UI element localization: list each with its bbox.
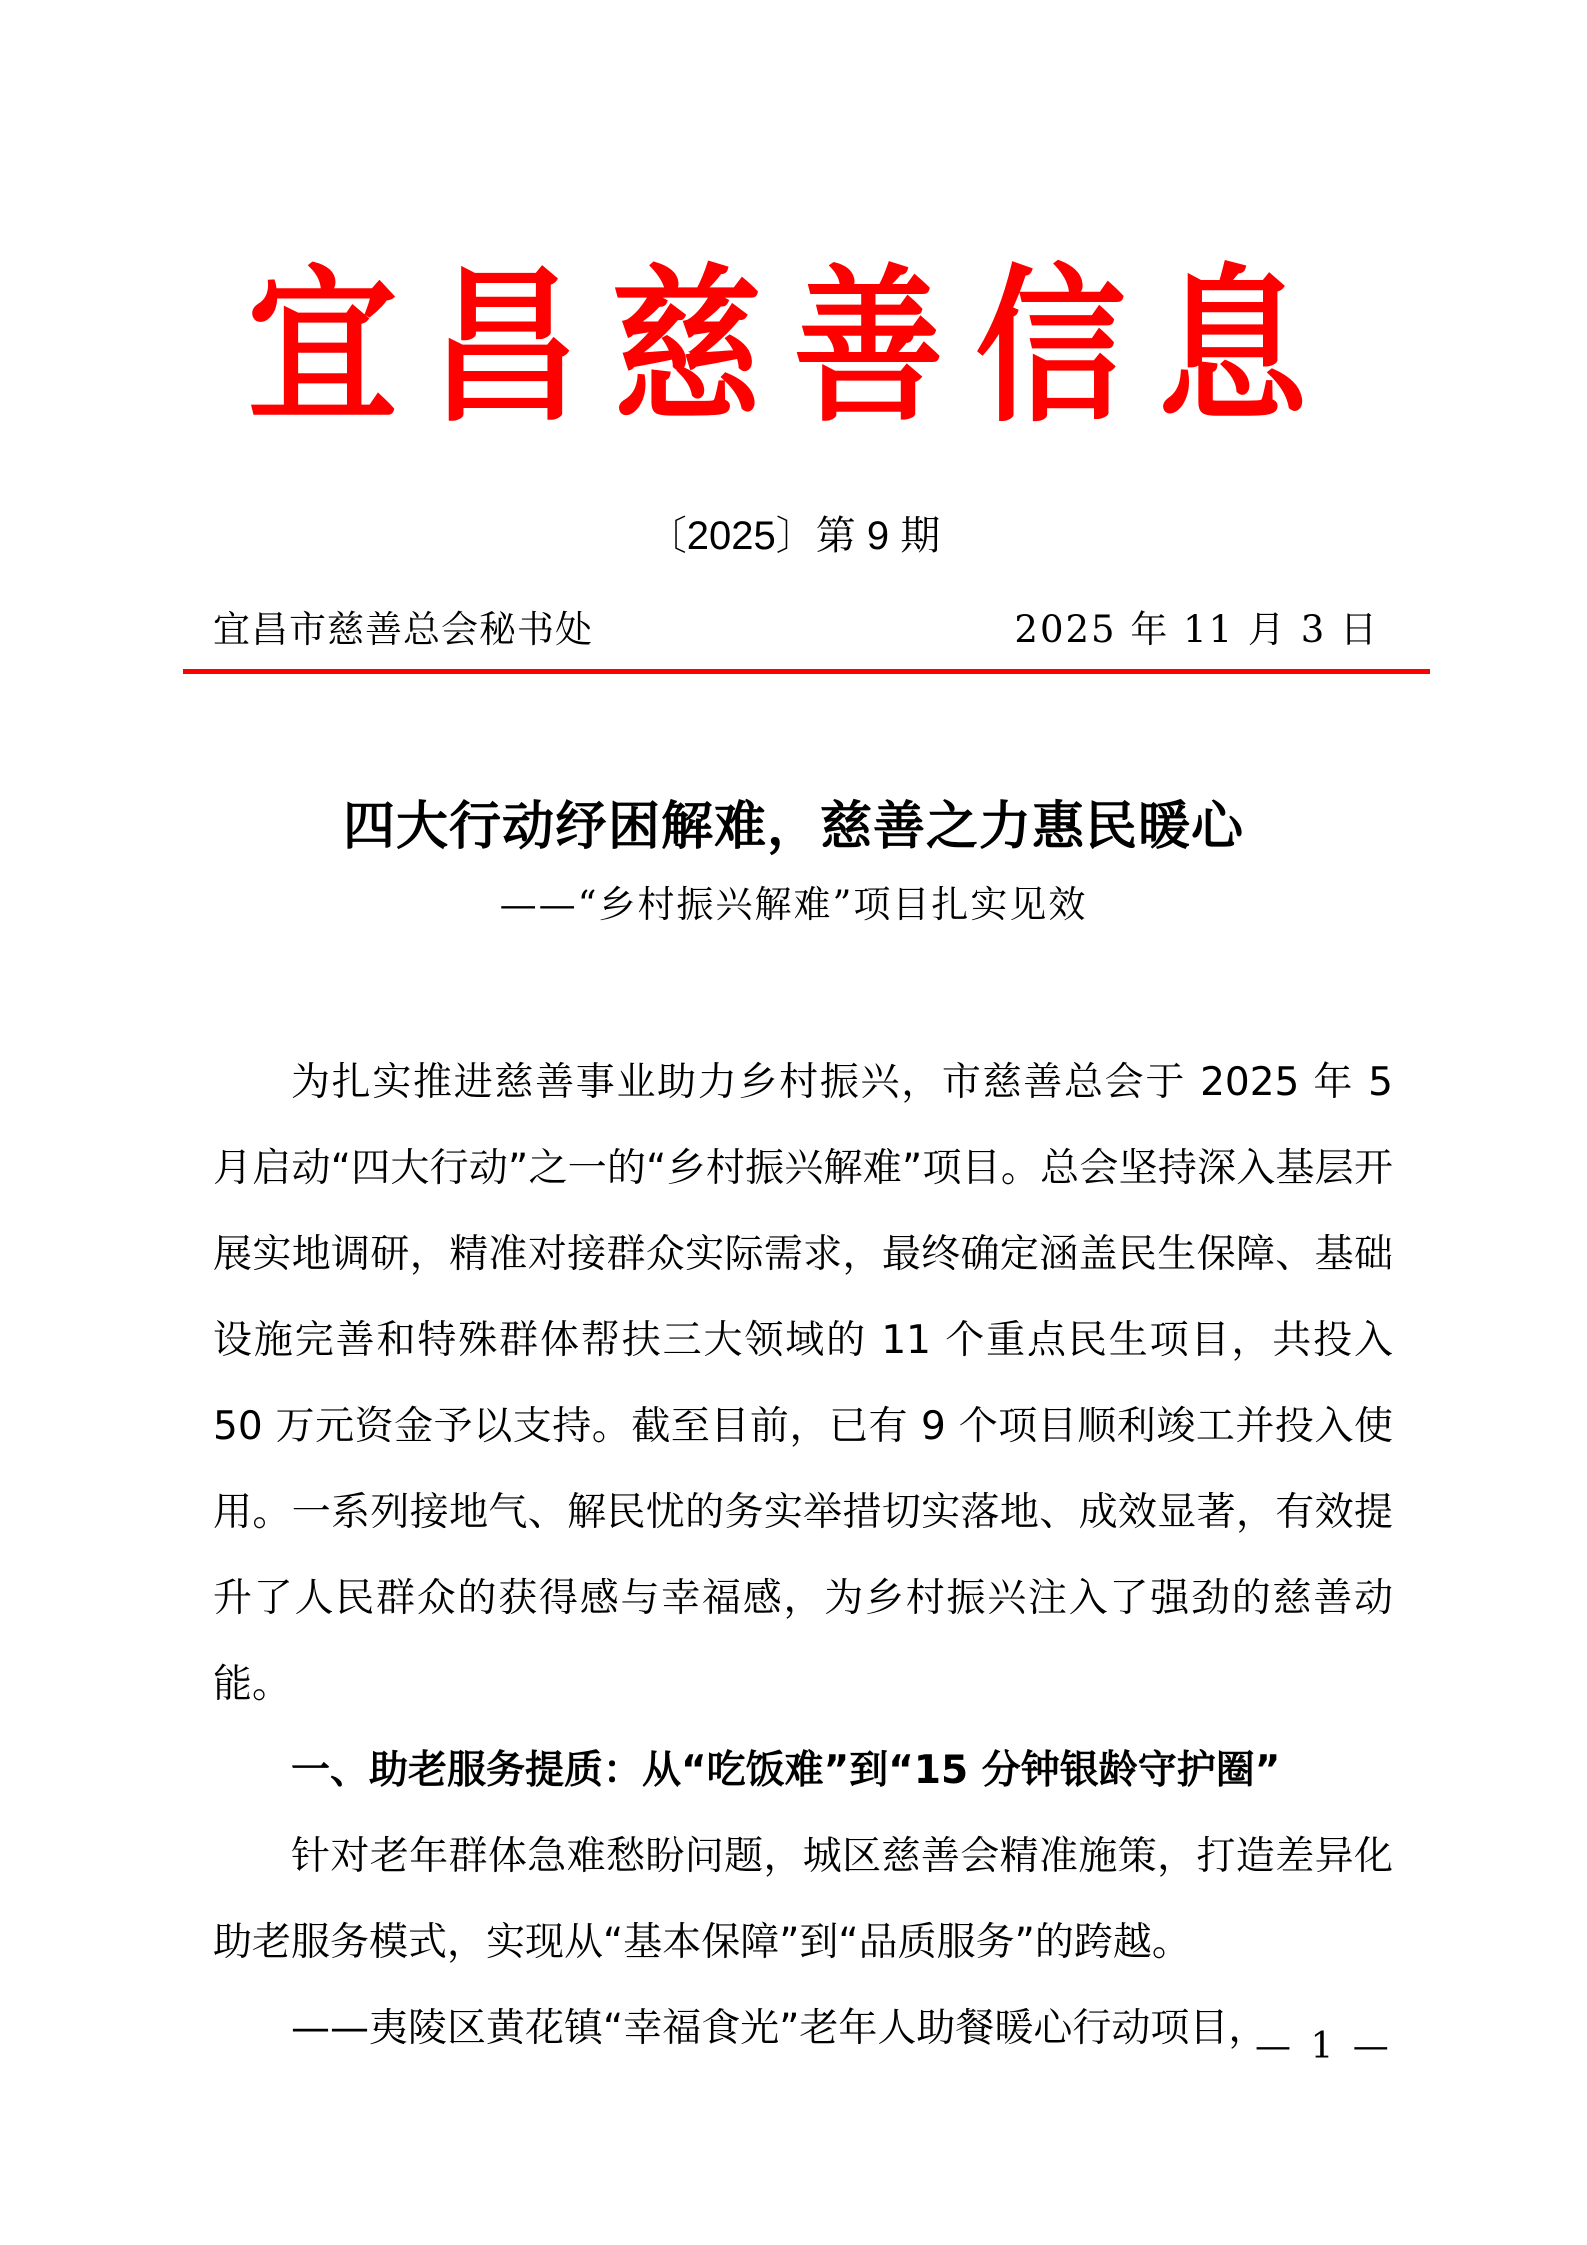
issue-number: 〔2025〕第 9 期	[646, 514, 941, 558]
issuer-name: 宜昌市慈善总会秘书处	[213, 608, 593, 651]
section-heading-1: 一、助老服务提质：从“吃饭难”到“15 分钟银龄守护圈”	[291, 1748, 1281, 1793]
masthead-title: 宜昌慈善信息	[247, 248, 1340, 446]
paragraph-intro: 为扎实推进慈善事业助力乡村振兴，市慈善总会于 2025 年 5 月启动“四大行动”之一的“乡村振兴解难”项目。总会坚持深入基层开展实地调研，精准对接群众实际需求，最终确定涵盖民生保障、基础设施完善和特殊群体帮扶三大领域的 11 个重点民生项目，共投入 50 万元资金予以支持。截至目前，已有 9 个项目顺利竣工并投入使用。一系列接地气、解民忧的务实举措切实落地、成效显著，有效提升了人民群众的获得感与幸福感，为乡村振兴注入了强劲的慈善动能。	[213, 1060, 1393, 1707]
page-number: — 1 —	[1255, 2026, 1393, 2067]
issue-date: 2025 年 11 月 3 日	[1014, 608, 1379, 651]
paragraph-section-1-intro: 针对老年群体急难愁盼问题，城区慈善会精准施策，打造差异化助老服务模式，实现从“基本保障”到“品质服务”的跨越。	[213, 1834, 1393, 1965]
article-body	[213, 1040, 1393, 2072]
paragraph-project-item: ——夷陵区黄花镇“幸福食光”老年人助餐暖心行动项目，	[291, 2006, 1268, 2051]
article-title: 四大行动纾困解难，慈善之力惠民暖心	[342, 796, 1244, 857]
article-subtitle: ——“乡村振兴解难”项目扎实见效	[499, 883, 1088, 926]
red-divider	[183, 669, 1430, 674]
